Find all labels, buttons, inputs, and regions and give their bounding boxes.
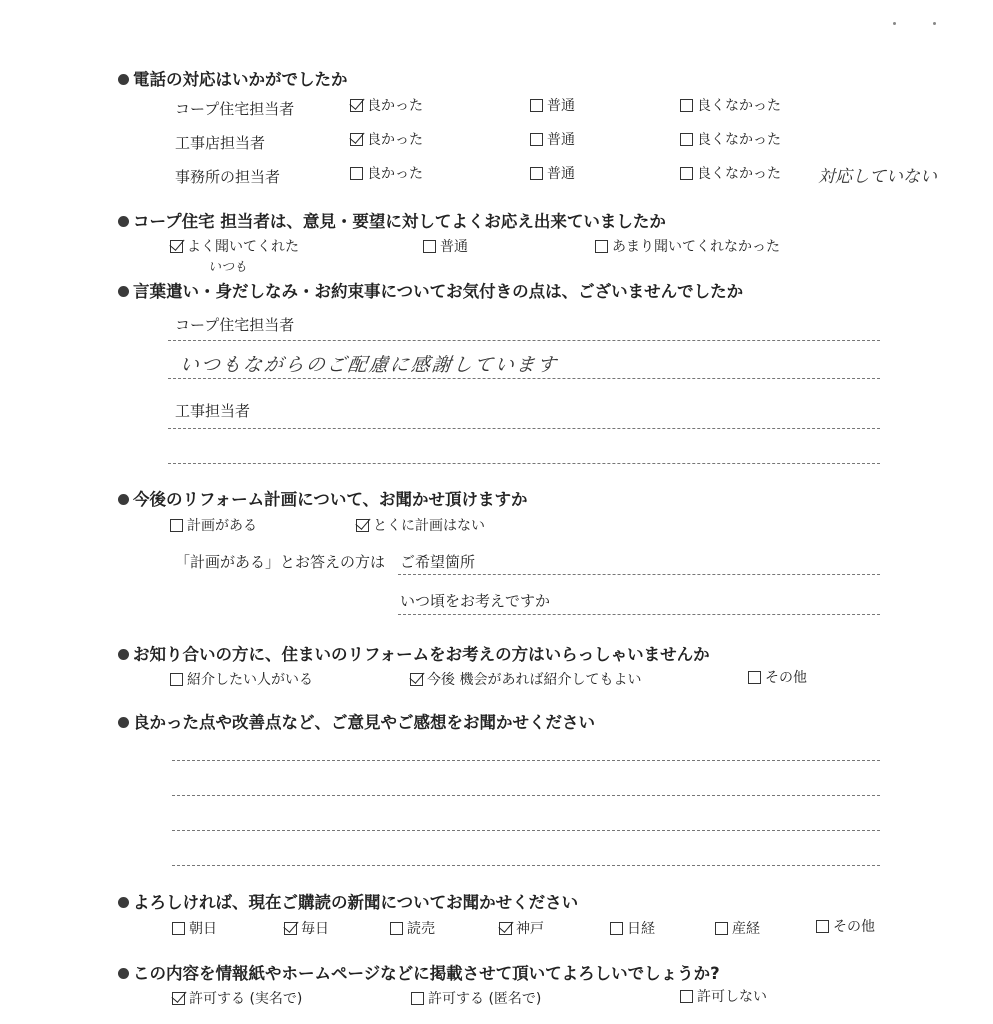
scan-speck <box>933 22 936 25</box>
handwritten-note: 対応していない <box>818 167 937 187</box>
option-newspaper[interactable] <box>390 918 435 938</box>
question-title: お知り合いの方に、住まいのリフォームをお考えの方はいらっしゃいませんか <box>133 645 710 664</box>
option-refer-later[interactable] <box>410 669 641 689</box>
question-title: 良かった点や改善点など、ご意見やご感想をお聞かせください <box>133 713 595 732</box>
checkbox[interactable] <box>499 922 512 935</box>
option-label: よく聞いてくれた <box>187 239 299 255</box>
option-normal[interactable] <box>530 163 575 183</box>
bullet-icon <box>118 286 129 297</box>
checkbox[interactable] <box>680 99 693 112</box>
checkbox[interactable] <box>680 990 693 1003</box>
option-label: 朝日 <box>189 921 217 937</box>
field-label: ご希望箇所 <box>400 553 476 571</box>
option-deny[interactable] <box>680 986 767 1006</box>
option-no-plan[interactable] <box>356 515 485 535</box>
bullet-icon <box>118 897 129 908</box>
question-phone-response <box>118 66 348 90</box>
scan-speck <box>893 22 896 25</box>
option-allow-anonymous[interactable] <box>411 988 541 1008</box>
option-label: 計画がある <box>187 518 257 534</box>
option-bad[interactable] <box>680 163 781 183</box>
option-newspaper[interactable] <box>816 916 875 936</box>
checkbox[interactable] <box>423 240 436 253</box>
checkbox[interactable] <box>170 519 183 532</box>
option-label: その他 <box>833 919 875 935</box>
option-good[interactable] <box>350 95 423 115</box>
option-label: 産経 <box>732 921 760 937</box>
option-bad[interactable] <box>680 129 781 149</box>
conditional-label: 「計画がある」とお答えの方は <box>175 553 386 571</box>
field-label: いつ頃をお考えですか <box>400 592 551 610</box>
option-label: 毎日 <box>301 921 329 937</box>
checkbox[interactable] <box>170 240 183 253</box>
question-title: 電話の対応はいかがでしたか <box>133 70 348 89</box>
option-label: 神戸 <box>516 921 544 937</box>
checkbox[interactable] <box>595 240 608 253</box>
checkbox[interactable] <box>172 922 185 935</box>
question-newspaper <box>118 889 578 913</box>
option-newspaper[interactable] <box>284 918 329 938</box>
checkbox[interactable] <box>530 133 543 146</box>
bullet-icon <box>118 74 129 85</box>
option-newspaper[interactable] <box>172 918 217 938</box>
option-label: その他 <box>765 670 807 686</box>
answer-line <box>168 340 880 341</box>
checkbox[interactable] <box>390 922 403 935</box>
answer-line <box>168 463 880 464</box>
option-label: 良くなかった <box>697 166 781 182</box>
question-title: 言葉遣い・身だしなみ・お約束事についてお気付きの点は、ございませんでしたか <box>133 282 744 301</box>
option-want-refer[interactable] <box>170 669 313 689</box>
option-good[interactable] <box>350 163 423 183</box>
checkbox[interactable] <box>715 922 728 935</box>
option-label: 良くなかった <box>697 132 781 148</box>
option-listened-well[interactable] <box>170 236 299 256</box>
answer-line <box>172 760 880 761</box>
option-label: あまり聞いてくれなかった <box>612 239 780 255</box>
option-normal[interactable] <box>530 129 575 149</box>
checkbox[interactable] <box>748 671 761 684</box>
option-newspaper[interactable] <box>499 918 544 938</box>
question-title: 今後のリフォーム計画について、お聞かせ頂けますか <box>133 490 528 509</box>
row-label: コープ住宅担当者 <box>175 100 295 118</box>
question-referral <box>118 641 710 665</box>
answer-line <box>398 614 880 615</box>
answer-line <box>172 830 880 831</box>
field-label: 工事担当者 <box>175 402 251 420</box>
question-reform-plan <box>118 486 528 510</box>
row-label: 事務所の担当者 <box>175 168 281 186</box>
option-label: 良くなかった <box>697 98 781 114</box>
option-newspaper[interactable] <box>610 918 655 938</box>
option-label: 良かった <box>367 132 423 148</box>
option-label: 許可する (匿名で) <box>428 991 542 1007</box>
option-bad[interactable] <box>680 95 781 115</box>
handwritten-answer: いつもながらのご配慮に感謝しています <box>178 354 560 376</box>
option-has-plan[interactable] <box>170 515 257 535</box>
option-label: 良かった <box>367 166 423 182</box>
option-not-listened[interactable] <box>595 236 780 256</box>
question-publish-permission <box>118 960 720 984</box>
bullet-icon <box>118 216 129 227</box>
question-staff-response <box>118 208 666 232</box>
option-label: 普通 <box>547 132 575 148</box>
checkbox[interactable] <box>530 99 543 112</box>
checkbox[interactable] <box>680 167 693 180</box>
option-allow-real-name[interactable] <box>172 988 302 1008</box>
checkbox[interactable] <box>284 922 297 935</box>
checkbox[interactable] <box>350 133 363 146</box>
question-title: よろしければ、現在ご購読の新聞についてお聞かせください <box>133 893 579 912</box>
checkbox[interactable] <box>610 922 623 935</box>
option-label: 普通 <box>547 166 575 182</box>
option-label: 普通 <box>440 239 468 255</box>
checkbox[interactable] <box>350 99 363 112</box>
option-label: 良かった <box>367 98 423 114</box>
checkbox[interactable] <box>350 167 363 180</box>
answer-line <box>168 428 880 429</box>
bullet-icon <box>118 494 129 505</box>
option-label: 読売 <box>407 921 435 937</box>
question-title: コープ住宅 担当者は、意見・要望に対してよくお応え出来ていましたか <box>133 212 666 231</box>
checkbox[interactable] <box>680 133 693 146</box>
option-label: 普通 <box>547 98 575 114</box>
option-newspaper[interactable] <box>715 918 760 938</box>
option-label: 今後 機会があれば紹介してもよい <box>427 672 642 688</box>
answer-line <box>398 574 880 575</box>
option-label: とくに計画はない <box>373 518 485 534</box>
option-label: 日経 <box>627 921 655 937</box>
checkbox[interactable] <box>816 920 829 933</box>
option-good[interactable] <box>350 129 423 149</box>
option-label: 許可する (実名で) <box>189 991 303 1007</box>
question-feedback <box>118 709 595 733</box>
checkbox[interactable] <box>170 673 183 686</box>
option-label: 紹介したい人がいる <box>187 672 313 688</box>
question-title: この内容を情報紙やホームページなどに掲載させて頂いてよろしいでしょうか? <box>133 964 720 983</box>
checkbox[interactable] <box>411 992 424 1005</box>
answer-line <box>168 378 880 379</box>
option-normal[interactable] <box>530 95 575 115</box>
answer-line <box>172 865 880 866</box>
option-label: 許可しない <box>697 989 767 1005</box>
bullet-icon <box>118 968 129 979</box>
handwritten-note: いつも <box>208 260 248 275</box>
question-manners <box>118 278 743 302</box>
checkbox[interactable] <box>530 167 543 180</box>
checkbox[interactable] <box>172 992 185 1005</box>
option-other[interactable] <box>748 667 807 687</box>
bullet-icon <box>118 717 129 728</box>
option-normal[interactable] <box>423 236 468 256</box>
checkbox[interactable] <box>356 519 369 532</box>
row-label: 工事店担当者 <box>175 134 266 152</box>
bullet-icon <box>118 649 129 660</box>
answer-line <box>172 795 880 796</box>
checkbox[interactable] <box>410 673 423 686</box>
field-label: コープ住宅担当者 <box>175 316 295 334</box>
